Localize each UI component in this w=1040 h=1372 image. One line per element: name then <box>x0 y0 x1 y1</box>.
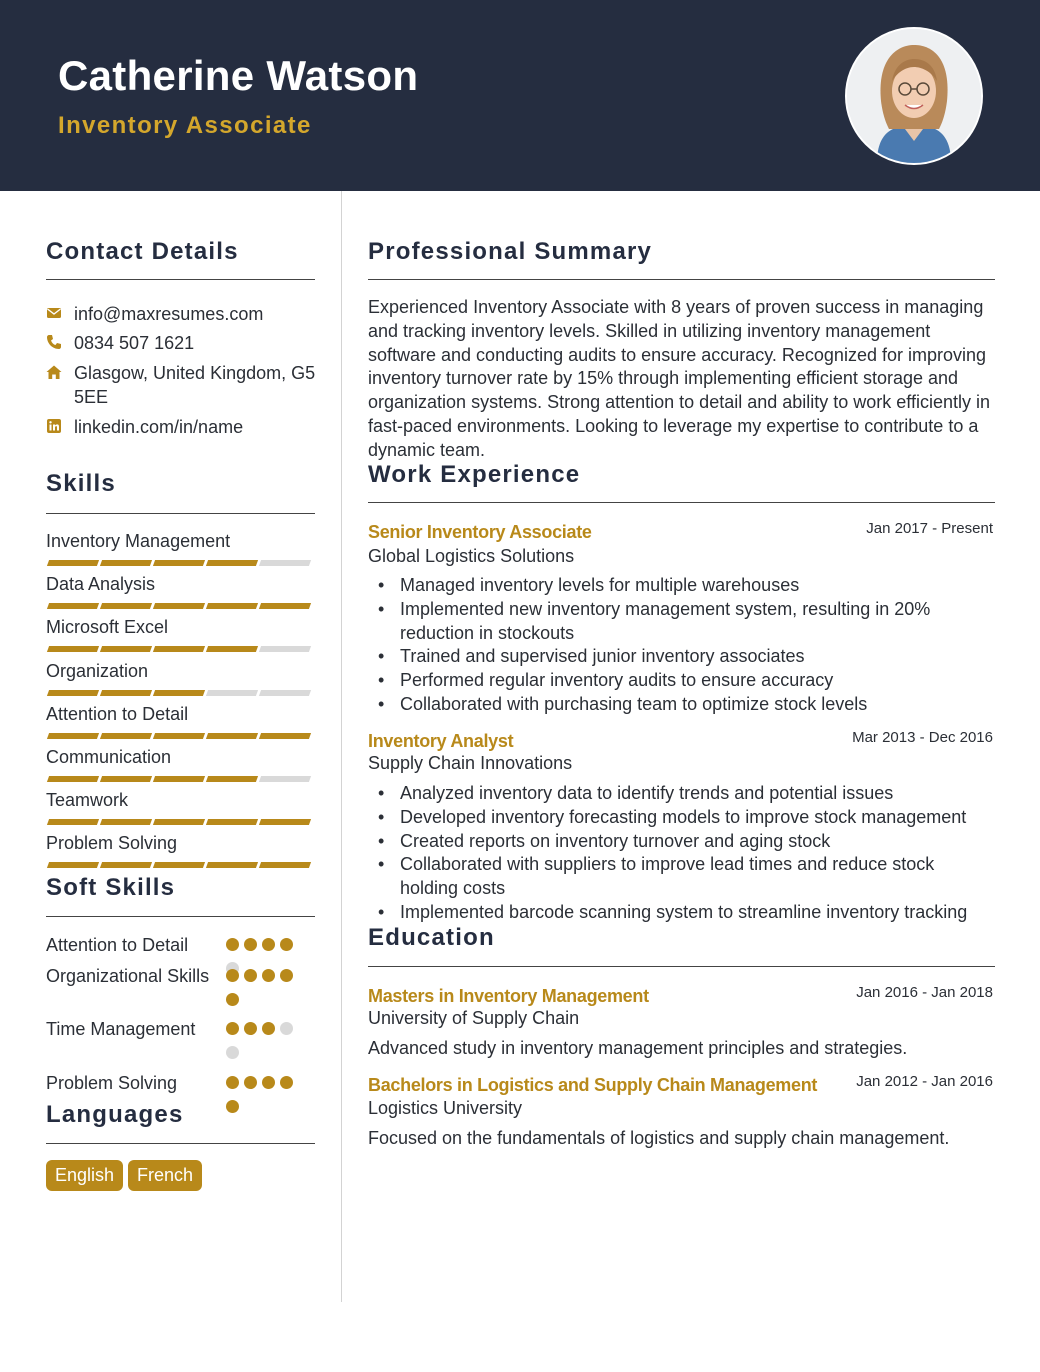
rating-dot-filled <box>244 1022 257 1035</box>
skill-bar-segment-filled <box>206 603 258 609</box>
job-bullet: • Created reports on inventory turnover and aging stock <box>368 830 994 854</box>
skill-level-bar <box>46 560 314 566</box>
rating-dot-empty <box>280 1022 293 1035</box>
skill-bar-segment-filled <box>100 776 152 782</box>
skill-bar-segment-filled <box>153 646 205 652</box>
skill-bar-segment-filled <box>206 646 258 652</box>
job-company: Supply Chain Innovations <box>368 753 573 773</box>
skill-level-bar <box>46 646 314 652</box>
skills-rule <box>46 513 315 514</box>
job-bullet: • Collaborated with suppliers to improve lead times and reduce stock holding costs <box>368 853 994 901</box>
soft-skills-rule <box>46 916 315 917</box>
rating-dot-filled <box>262 1076 275 1089</box>
education-title: Education <box>368 924 495 951</box>
column-divider <box>341 191 342 1302</box>
skill-bar-segment-empty <box>259 646 311 652</box>
skill-label: Inventory Management <box>46 531 231 551</box>
degree-description: Focused on the fundamentals of logistics and supply chain management. <box>368 1128 950 1148</box>
soft-skill-label: Time Management <box>46 1019 196 1039</box>
skill-bar-segment-filled <box>206 560 258 566</box>
home-icon <box>46 364 62 380</box>
skill-level-bar <box>46 862 314 868</box>
job-bullet: • Trained and supervised junior inventory associates <box>368 645 994 669</box>
rating-dot-filled <box>262 1022 275 1035</box>
skill-level-bar <box>46 776 314 782</box>
job-bullet: • Collaborated with purchasing team to optimize stock levels <box>368 693 994 717</box>
skill-bar-segment-filled <box>100 690 152 696</box>
job-bullet: • Implemented new inventory management system, resulting in 20% reduction in stockouts <box>368 598 994 646</box>
skill-label: Communication <box>46 747 172 767</box>
rating-dot-filled <box>280 969 293 982</box>
skill-bar-segment-empty <box>259 690 311 696</box>
profile-photo <box>845 27 983 165</box>
skill-bar-segment-filled <box>259 603 311 609</box>
rating-dot-filled <box>262 969 275 982</box>
education-rule <box>368 966 995 967</box>
skill-bar-segment-filled <box>47 560 99 566</box>
skill-bar-segment-filled <box>206 776 258 782</box>
rating-dot-filled <box>244 1076 257 1089</box>
job-date: Jan 2017 - Present <box>866 520 993 537</box>
skill-bar-segment-filled <box>206 733 258 739</box>
skill-label: Data Analysis <box>46 574 156 595</box>
rating-dot-filled <box>244 969 257 982</box>
school-name: Logistics University <box>368 1098 523 1118</box>
job-company: Global Logistics Solutions <box>368 546 575 566</box>
skill-label: Organization <box>46 660 149 681</box>
soft-skills-title: Soft Skills <box>46 874 176 901</box>
skill-bar-segment-filled <box>259 862 311 868</box>
skill-label: Problem Solving <box>46 833 178 854</box>
skills-title: Skills <box>46 470 116 497</box>
skill-bar-segment-filled <box>100 560 152 566</box>
rating-dot-filled <box>226 1022 239 1035</box>
contact-rule <box>46 279 315 280</box>
contact-email-text: info@maxresumes.com <box>74 304 264 324</box>
job-bullet: • Analyzed inventory data to identify trends and potential issues <box>368 782 994 806</box>
job-date: Mar 2013 - Dec 2016 <box>852 729 993 746</box>
soft-skill-label: Attention to Detail <box>46 935 189 955</box>
rating-dot-empty <box>226 1046 239 1059</box>
skill-bar-segment-filled <box>153 862 205 868</box>
skill-bar-segment-filled <box>100 646 152 652</box>
skill-bar-segment-filled <box>100 862 152 868</box>
skill-label: Microsoft Excel <box>46 617 169 638</box>
skill-bar-segment-filled <box>153 819 205 825</box>
rating-dot-filled <box>280 1076 293 1089</box>
job-bullet: • Performed regular inventory audits to ensure accuracy <box>368 669 994 693</box>
skill-bar-segment-filled <box>153 603 205 609</box>
skill-level-bar <box>46 603 314 609</box>
contact-title: Contact Details <box>46 238 239 265</box>
job-bullet: • Managed inventory levels for multiple warehouses <box>368 574 994 598</box>
summary-title: Professional Summary <box>368 238 653 265</box>
languages-title: Languages <box>46 1101 184 1128</box>
skill-bar-segment-empty <box>259 776 311 782</box>
degree-description: Advanced study in inventory management principles and strategies. <box>368 1038 908 1058</box>
skill-bar-segment-filled <box>259 819 311 825</box>
contact-linkedin-text[interactable]: linkedin.com/in/name <box>74 417 244 437</box>
experience-title: Work Experience <box>368 461 581 488</box>
summary-text: Experienced Inventory Associate with 8 years of proven success in managing and tracking inventory levels. Skilled in utilizing inventory management software and conducting audits to ensure accuracy. Recognized for improving inventory turnover rate by 15% through implementing efficient storage and organization systems. Strong attention to detail and ability to work efficiently in fast-paced environments. Looking to leverage my expertise to contribute to a dynamic team. <box>368 297 991 460</box>
degree-date: Jan 2012 - Jan 2016 <box>856 1073 993 1090</box>
skill-level-bar <box>46 819 314 825</box>
rating-dot-filled <box>226 969 239 982</box>
language-tag: French <box>128 1160 202 1191</box>
skill-bar-segment-filled <box>47 733 99 739</box>
skill-bar-segment-filled <box>153 733 205 739</box>
skill-bar-segment-filled <box>100 733 152 739</box>
job-bullet: • Developed inventory forecasting models to improve stock management <box>368 806 994 830</box>
skill-bar-segment-filled <box>47 646 99 652</box>
degree-title: Bachelors in Logistics and Supply Chain Management <box>368 1075 818 1095</box>
rating-dot-filled <box>262 938 275 951</box>
degree-title: Masters in Inventory Management <box>368 986 649 1006</box>
resume-header <box>0 0 1040 191</box>
job-title: Senior Inventory Associate <box>368 522 592 542</box>
skill-bar-segment-filled <box>259 733 311 739</box>
soft-skill-label: Problem Solving <box>46 1073 178 1093</box>
rating-dot-filled <box>226 1076 239 1089</box>
job-title: Inventory Analyst <box>368 731 514 751</box>
rating-dot-filled <box>280 938 293 951</box>
skill-bar-segment-empty <box>259 560 311 566</box>
candidate-role: Inventory Associate <box>58 112 312 139</box>
candidate-name: Catherine Watson <box>58 52 419 99</box>
rating-dot-filled <box>226 993 239 1006</box>
linkedin-icon <box>46 418 62 434</box>
skill-bar-segment-filled <box>47 690 99 696</box>
rating-dot-filled <box>226 1100 239 1113</box>
skill-bar-segment-filled <box>153 776 205 782</box>
skill-bar-segment-filled <box>47 603 99 609</box>
skill-bar-segment-filled <box>47 819 99 825</box>
skill-label: Attention to Detail <box>46 703 189 724</box>
job-bullets <box>368 574 994 717</box>
contact-address-text: Glasgow, United Kingdom, G5 5EE <box>74 363 316 407</box>
skill-label: Teamwork <box>46 790 129 811</box>
skill-bar-segment-filled <box>100 603 152 609</box>
soft-skill-label: Organizational Skills <box>46 966 210 986</box>
rating-dot-filled <box>226 938 239 951</box>
skill-level-bar <box>46 733 314 739</box>
language-tag: English <box>46 1160 123 1191</box>
skill-bar-segment-filled <box>153 560 205 566</box>
skill-level-bar <box>46 690 314 696</box>
languages-rule <box>46 1143 315 1144</box>
rating-dot-filled <box>244 938 257 951</box>
summary-rule <box>368 279 995 280</box>
skill-bar-segment-filled <box>206 819 258 825</box>
job-bullet: • Implemented barcode scanning system to streamline inventory tracking <box>368 901 994 925</box>
skill-bar-segment-filled <box>153 690 205 696</box>
experience-rule <box>368 502 995 503</box>
skill-bar-segment-filled <box>206 862 258 868</box>
school-name: University of Supply Chain <box>368 1008 580 1028</box>
skill-bar-segment-filled <box>47 776 99 782</box>
skill-bar-segment-empty <box>206 690 258 696</box>
envelope-icon <box>46 305 62 321</box>
phone-icon <box>46 334 62 350</box>
skill-bar-segment-filled <box>100 819 152 825</box>
job-bullets <box>368 782 994 925</box>
contact-phone-text: 0834 507 1621 <box>74 333 195 353</box>
skill-bar-segment-filled <box>47 862 99 868</box>
degree-date: Jan 2016 - Jan 2018 <box>856 984 993 1001</box>
